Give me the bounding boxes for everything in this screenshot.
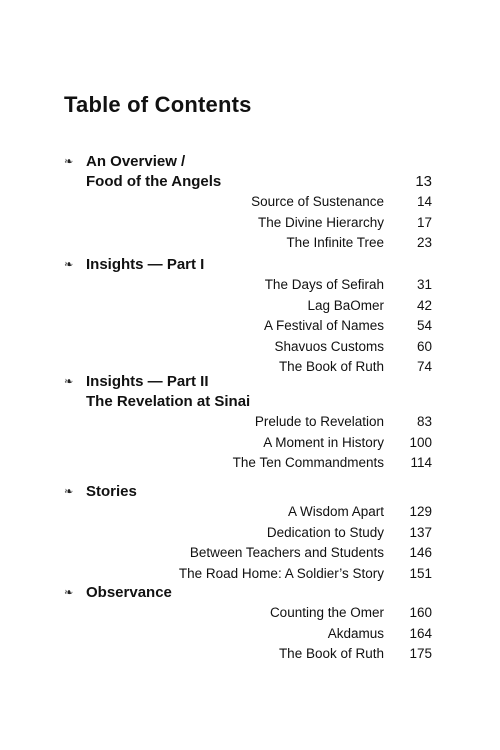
toc-entry[interactable] bbox=[0, 523, 500, 544]
toc-section-observance bbox=[0, 583, 500, 665]
section-heading-line-1 bbox=[64, 482, 500, 502]
section-heading[interactable] bbox=[64, 583, 500, 603]
toc-entry-title: Counting the Omer bbox=[269, 605, 384, 620]
toc-entry-title: The Ten Commandments bbox=[232, 455, 384, 470]
toc-entry-page: 137 bbox=[409, 524, 432, 540]
toc-entry-page: 160 bbox=[409, 605, 432, 620]
toc-entry[interactable] bbox=[0, 502, 500, 523]
toc-entry-title: Shavuos Customs bbox=[274, 338, 384, 354]
toc-entry-page: 100 bbox=[409, 434, 432, 450]
toc-section-stories bbox=[0, 482, 500, 584]
section-heading-line-1 bbox=[64, 583, 500, 603]
toc-entry[interactable] bbox=[0, 316, 500, 337]
toc-entry-title: The Infinite Tree bbox=[286, 235, 384, 250]
toc-entry[interactable] bbox=[0, 213, 500, 234]
toc-entry[interactable] bbox=[0, 233, 500, 254]
toc-entry[interactable] bbox=[0, 296, 500, 317]
toc-entry[interactable] bbox=[0, 433, 500, 454]
toc-entry-page: 60 bbox=[416, 338, 432, 354]
toc-entry[interactable] bbox=[0, 564, 500, 585]
section-heading-line-2 bbox=[64, 392, 500, 412]
toc-entry[interactable] bbox=[0, 412, 500, 433]
toc-entry-title: Prelude to Revelation bbox=[254, 414, 384, 429]
toc-entry-title: Dedication to Study bbox=[266, 524, 384, 540]
toc-entry-page: 54 bbox=[416, 318, 432, 333]
toc-entry-title: The Days of Sefirah bbox=[264, 277, 384, 292]
toc-entry-title: The Road Home: A Soldier’s Story bbox=[178, 565, 384, 581]
toc-entry[interactable] bbox=[0, 624, 500, 645]
toc-section-overview bbox=[0, 152, 500, 254]
section-heading-text: Insights — Part I bbox=[86, 256, 205, 273]
section-heading-line-1 bbox=[64, 372, 500, 392]
toc-section-insights-part-2 bbox=[0, 372, 500, 474]
toc-entry-page: 23 bbox=[416, 235, 432, 250]
toc-entry-page: 42 bbox=[416, 297, 432, 313]
toc-entry[interactable] bbox=[0, 453, 500, 474]
toc-entry-page: 175 bbox=[409, 646, 432, 661]
toc-entry-title: Between Teachers and Students bbox=[189, 545, 384, 560]
toc-entry-page: 164 bbox=[409, 625, 432, 641]
toc-entry-title: Lag BaOmer bbox=[307, 297, 384, 313]
section-heading-text: Insights — Part II bbox=[86, 373, 209, 390]
toc-entry-page: 114 bbox=[410, 455, 432, 470]
fleuron-icon: ❧ bbox=[64, 587, 74, 599]
fleuron-icon: ❧ bbox=[64, 486, 74, 498]
toc-entry-title: The Divine Hierarchy bbox=[257, 214, 384, 230]
toc-entry-title: The Book of Ruth bbox=[278, 359, 384, 374]
toc-entry-page: 74 bbox=[416, 359, 432, 374]
toc-entry[interactable] bbox=[0, 192, 500, 213]
section-heading[interactable] bbox=[64, 255, 500, 275]
toc-entry[interactable] bbox=[0, 603, 500, 624]
toc-entry[interactable] bbox=[0, 543, 500, 564]
toc-entry[interactable] bbox=[0, 275, 500, 296]
toc-entry-page: 146 bbox=[409, 545, 432, 560]
toc-entry-page: 14 bbox=[416, 194, 432, 209]
toc-entry-title: A Wisdom Apart bbox=[287, 504, 384, 519]
section-heading[interactable] bbox=[64, 372, 500, 412]
toc-entry-page: 129 bbox=[409, 504, 432, 519]
section-heading-text: The Revelation at Sinai bbox=[86, 393, 251, 410]
section-heading-line-2 bbox=[64, 172, 500, 192]
section-heading-text: An Overview / bbox=[86, 153, 186, 170]
toc-entry-title: The Book of Ruth bbox=[278, 646, 384, 661]
toc-entry-title: Source of Sustenance bbox=[251, 194, 384, 209]
section-heading-text: Stories bbox=[86, 483, 137, 500]
toc-entry-title: Akdamus bbox=[327, 625, 384, 641]
page-title: Table of Contents bbox=[64, 92, 252, 117]
toc-section-insights-part-1 bbox=[0, 255, 500, 378]
toc-entry[interactable] bbox=[0, 644, 500, 665]
toc-entry-page: 151 bbox=[409, 565, 432, 581]
section-heading-text: Observance bbox=[86, 584, 172, 601]
section-heading-line-1 bbox=[64, 255, 500, 275]
toc-entry-page: 83 bbox=[416, 414, 432, 429]
section-heading[interactable] bbox=[64, 482, 500, 502]
toc-entry-title: A Moment in History bbox=[263, 434, 384, 450]
section-page-number: 13 bbox=[415, 173, 432, 190]
toc-entry-title: A Festival of Names bbox=[263, 318, 384, 333]
toc-entry-page: 31 bbox=[416, 277, 432, 292]
fleuron-icon: ❧ bbox=[64, 376, 74, 388]
section-heading[interactable] bbox=[64, 152, 500, 192]
fleuron-icon: ❧ bbox=[64, 259, 74, 271]
toc-entry-page: 17 bbox=[416, 214, 432, 230]
fleuron-icon: ❧ bbox=[64, 156, 74, 168]
toc-entry[interactable] bbox=[0, 337, 500, 358]
section-heading-text: Food of the Angels bbox=[86, 173, 222, 190]
section-heading-line-1 bbox=[64, 152, 500, 172]
